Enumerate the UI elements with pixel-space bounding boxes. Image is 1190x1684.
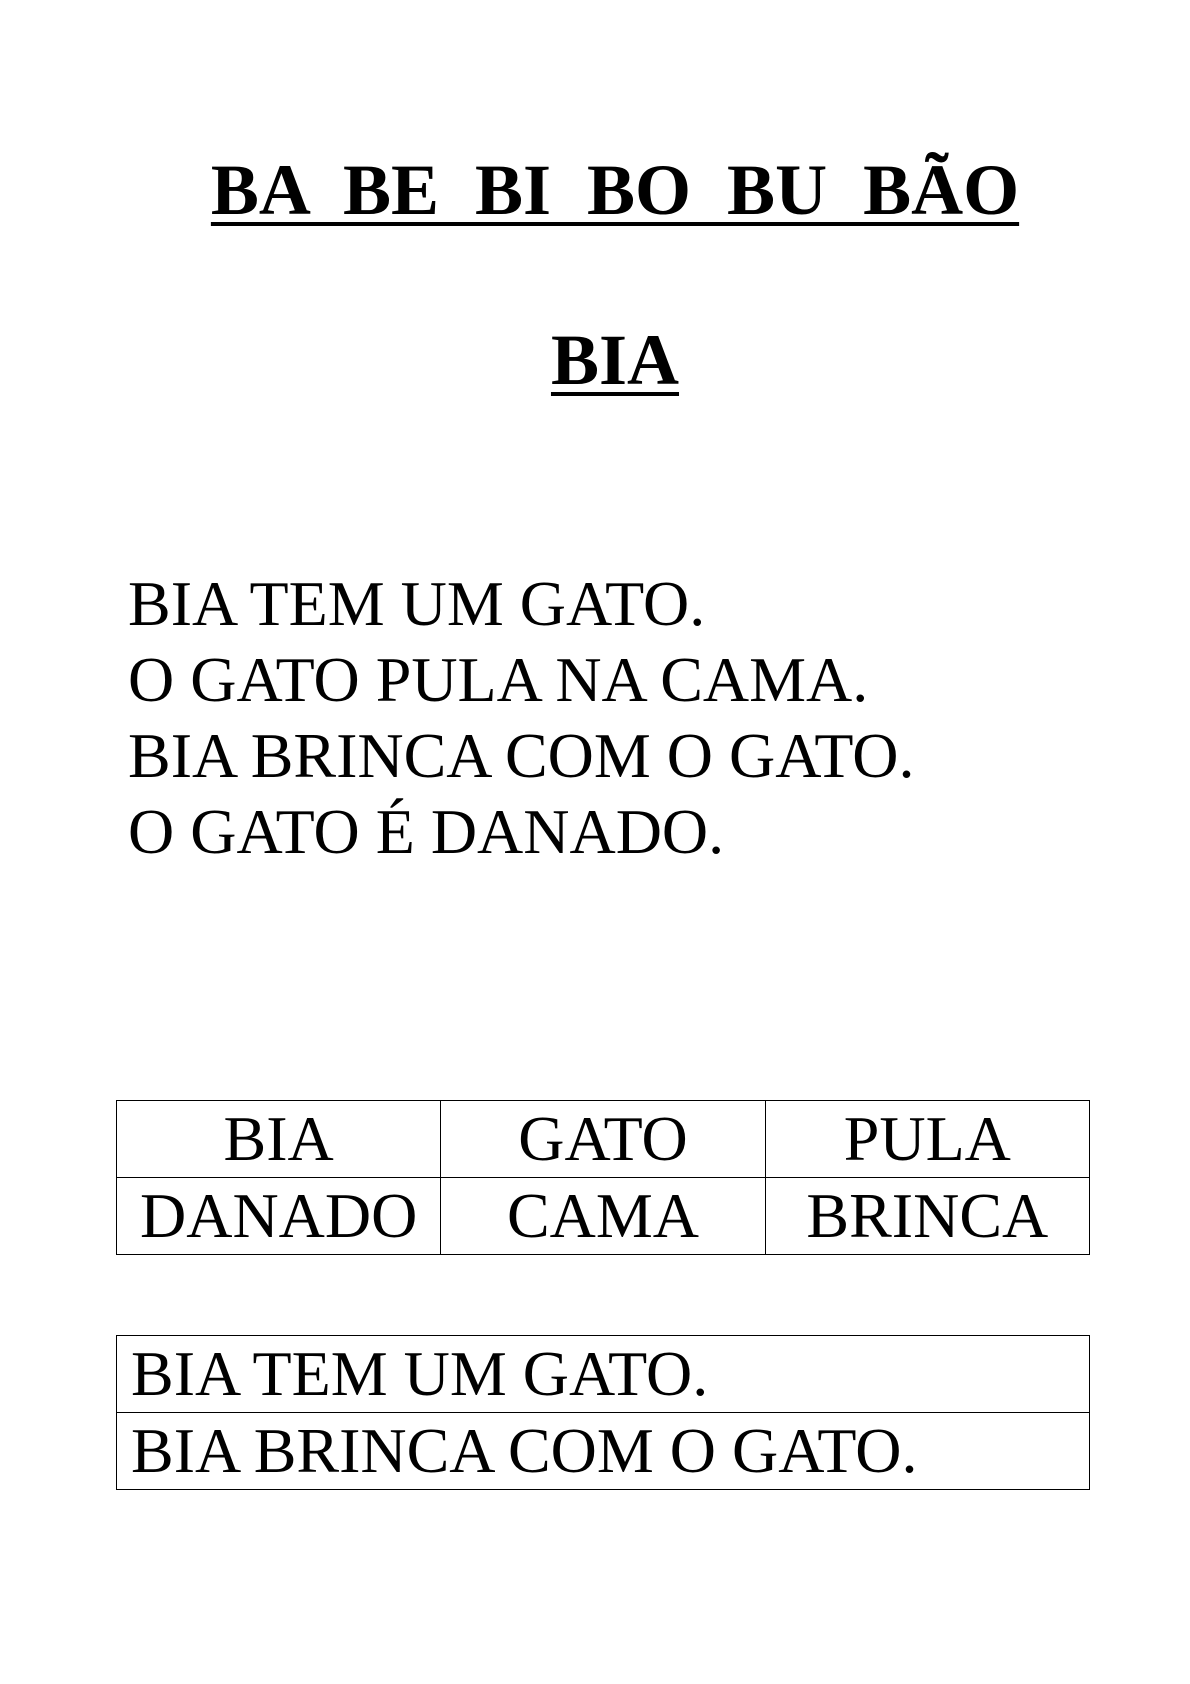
word-cell: BRINCA [765, 1178, 1089, 1255]
sentence-cell: BIA TEM UM GATO. [117, 1336, 1090, 1413]
word-title: BIA [550, 320, 680, 400]
word-cell: GATO [441, 1101, 765, 1178]
story-line: O GATO PULA NA CAMA. [128, 644, 869, 715]
story-text [128, 566, 915, 870]
word-cell: BIA [117, 1101, 441, 1178]
word-cell: PULA [765, 1101, 1089, 1178]
table-row [117, 1336, 1090, 1413]
word-cell: CAMA [441, 1178, 765, 1255]
story-line: BIA BRINCA COM O GATO. [128, 720, 915, 791]
sentences-table [116, 1335, 1090, 1490]
table-row [117, 1413, 1090, 1490]
table-row [117, 1101, 1090, 1178]
word-cell: DANADO [117, 1178, 441, 1255]
story-line: BIA TEM UM GATO. [128, 568, 706, 639]
syllables-heading: BA BE BI BO BU BÃO [210, 150, 1020, 230]
sentence-cell: BIA BRINCA COM O GATO. [117, 1413, 1090, 1490]
words-table [116, 1100, 1090, 1255]
story-line: O GATO É DANADO. [128, 796, 725, 867]
table-row [117, 1178, 1090, 1255]
